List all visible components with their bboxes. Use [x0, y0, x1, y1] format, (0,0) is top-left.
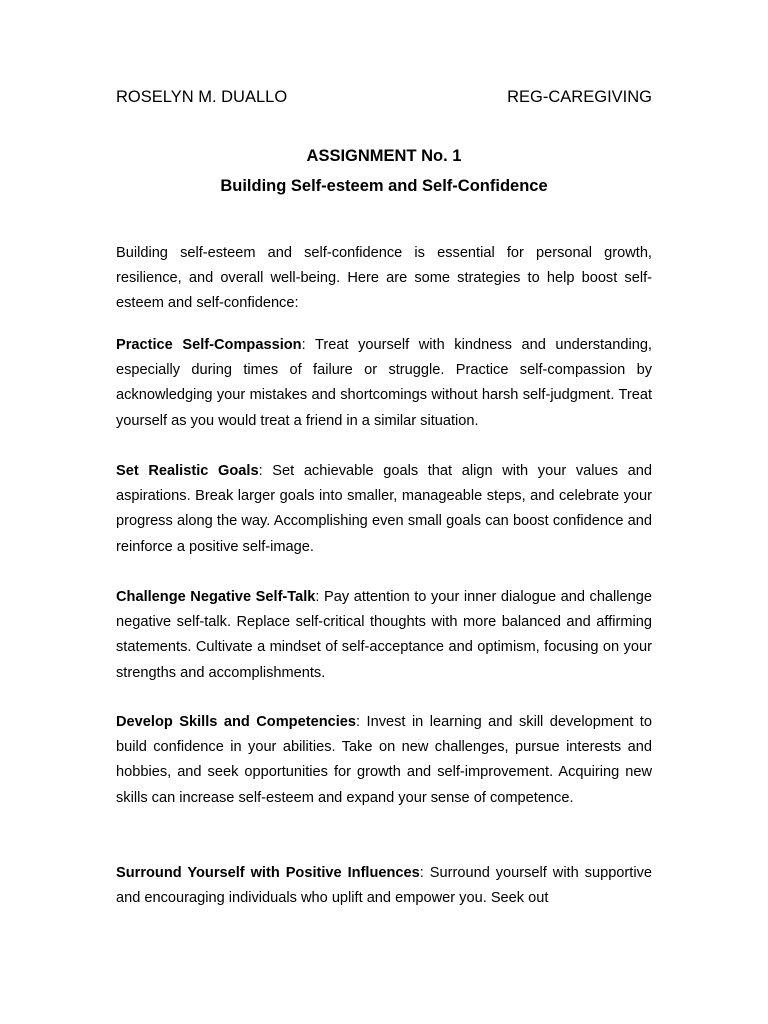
strategy-text: : Invest in learning and skill development to build confidence in your abilities. Take on new challenges, pursue interests and hobbies, and seek opportunities for growth and self-improvement. Acquiring new skills can increase self-esteem and expand your sense of competence.: [116, 714, 652, 806]
author-name: ROSELYN M. DUALLO: [116, 88, 288, 106]
assignment-title: ASSIGNMENT No. 1: [306, 147, 462, 165]
strategy-term: Practice Self-Compassion: [116, 337, 302, 353]
strategy-paragraph: [116, 710, 652, 811]
strategy-paragraph: [116, 585, 652, 686]
strategy-paragraph: [116, 861, 652, 911]
course-name: REG-CAREGIVING: [507, 88, 652, 106]
intro-paragraph: Building self-esteem and self-confidence is essential for personal growth, resilience, and overall well-being. Here are some strategies to help boost self-esteem and self-confidence:: [116, 245, 652, 312]
assignment-subtitle: Building Self-esteem and Self-Confidence: [220, 177, 548, 195]
strategy-term: Challenge Negative Self-Talk: [116, 589, 316, 605]
strategy-term: Set Realistic Goals: [116, 463, 259, 479]
strategy-text: : Surround yourself with supportive and encouraging individuals who uplift and empower you. Seek out: [116, 865, 652, 907]
document-header: [116, 86, 652, 108]
strategy-term: Surround Yourself with Positive Influences: [116, 865, 420, 881]
strategy-term: Develop Skills and Competencies: [116, 714, 357, 730]
strategy-paragraph: [116, 459, 652, 560]
strategy-text: : Treat yourself with kindness and understanding, especially during times of failure or struggle. Practice self-compassion by acknowledging your mistakes and shortcomings without harsh self-judgment. Treat yourself as you would treat a friend in a similar situation.: [116, 337, 652, 429]
strategy-text: : Set achievable goals that align with your values and aspirations. Break larger goals into smaller, manageable steps, and celebrate your progress along the way. Accomplishing even small goals can boost confidence and reinforce a positive self-image.: [116, 463, 652, 555]
strategy-paragraph: [116, 333, 652, 434]
strategy-text: : Pay attention to your inner dialogue and challenge negative self-talk. Replace self-critical thoughts with more balanced and affirming statements. Cultivate a mindset of self-acceptance and optimism, focusing on your strengths and accomplishments.: [116, 589, 652, 681]
